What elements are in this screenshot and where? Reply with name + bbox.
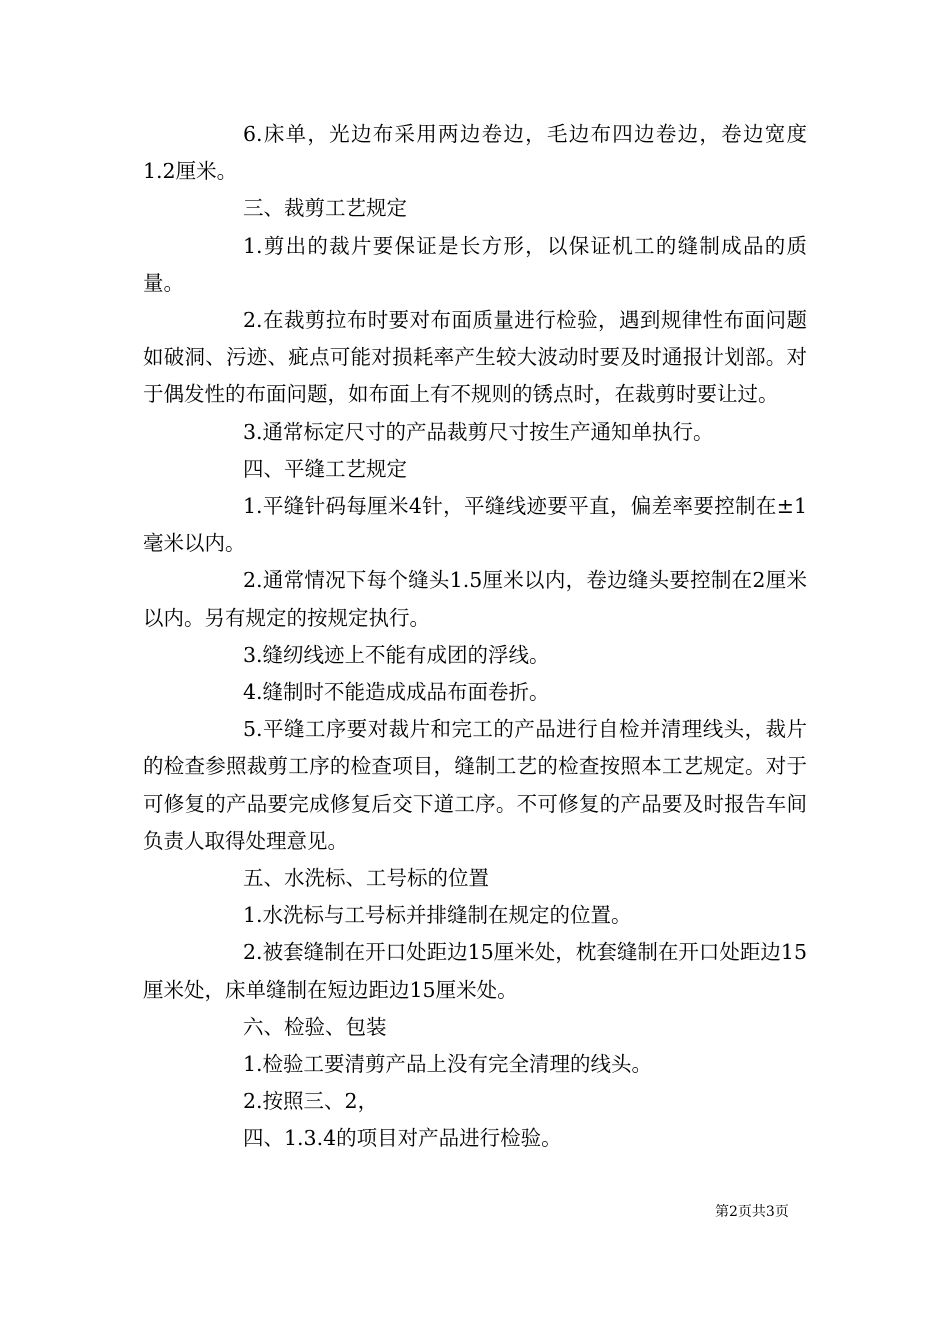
paragraph: 2.通常情况下每个缝头1.5厘米以内，卷边缝头要控制在2厘米以内。另有规定的按规定执行。 bbox=[143, 568, 807, 630]
paragraph: 2.在裁剪拉布时要对布面质量进行检验，遇到规律性布面问题如破洞、污迹、疵点可能对损耗率产生较大波动时要及时通报计划部。对于偶发性的布面问题，如布面上有不规则的锈点时，在裁剪时要让过。 bbox=[143, 308, 807, 407]
paragraph: 1.水洗标与工号标并排缝制在规定的位置。 bbox=[243, 903, 632, 928]
document-body bbox=[143, 116, 807, 1158]
section-heading: 六、检验、包装 bbox=[243, 1014, 387, 1039]
section-heading: 四、平缝工艺规定 bbox=[243, 456, 407, 481]
paragraph: 1.剪出的裁片要保证是长方形，以保证机工的缝制成品的质量。 bbox=[143, 233, 807, 295]
paragraph: 2.按照三、2， bbox=[243, 1089, 379, 1114]
paragraph: 3.缝纫线迹上不能有成团的浮线。 bbox=[243, 642, 550, 667]
paragraph: 5.平缝工序要对裁片和完工的产品进行自检并清理线头，裁片的检查参照裁剪工序的检查项目，缝制工艺的检查按照本工艺规定。对于可修复的产品要完成修复后交下道工序。不可修复的产品要及时报告车间负责人取得处理意见。 bbox=[143, 717, 807, 853]
section-heading: 五、水洗标、工号标的位置 bbox=[243, 866, 489, 891]
paragraph: 4.缝制时不能造成成品布面卷折。 bbox=[243, 680, 550, 705]
paragraph: 1.平缝针码每厘米4针，平缝线迹要平直，偏差率要控制在±1毫米以内。 bbox=[143, 494, 807, 556]
section-heading: 三、裁剪工艺规定 bbox=[243, 196, 407, 221]
paragraph: 1.检验工要清剪产品上没有完全清理的线头。 bbox=[243, 1052, 653, 1077]
page-number: 第2页共3页 bbox=[715, 1204, 789, 1220]
paragraph: 6.床单，光边布采用两边卷边，毛边布四边卷边，卷边宽度1.2厘米。 bbox=[143, 122, 807, 184]
paragraph: 2.被套缝制在开口处距边15厘米处，枕套缝制在开口处距边15厘米处，床单缝制在短边距边15厘米处。 bbox=[143, 940, 807, 1002]
paragraph: 3.通常标定尺寸的产品裁剪尺寸按生产通知单执行。 bbox=[243, 419, 714, 444]
paragraph-continuation: 四、1.3.4的项目对产品进行检验。 bbox=[243, 1126, 562, 1151]
